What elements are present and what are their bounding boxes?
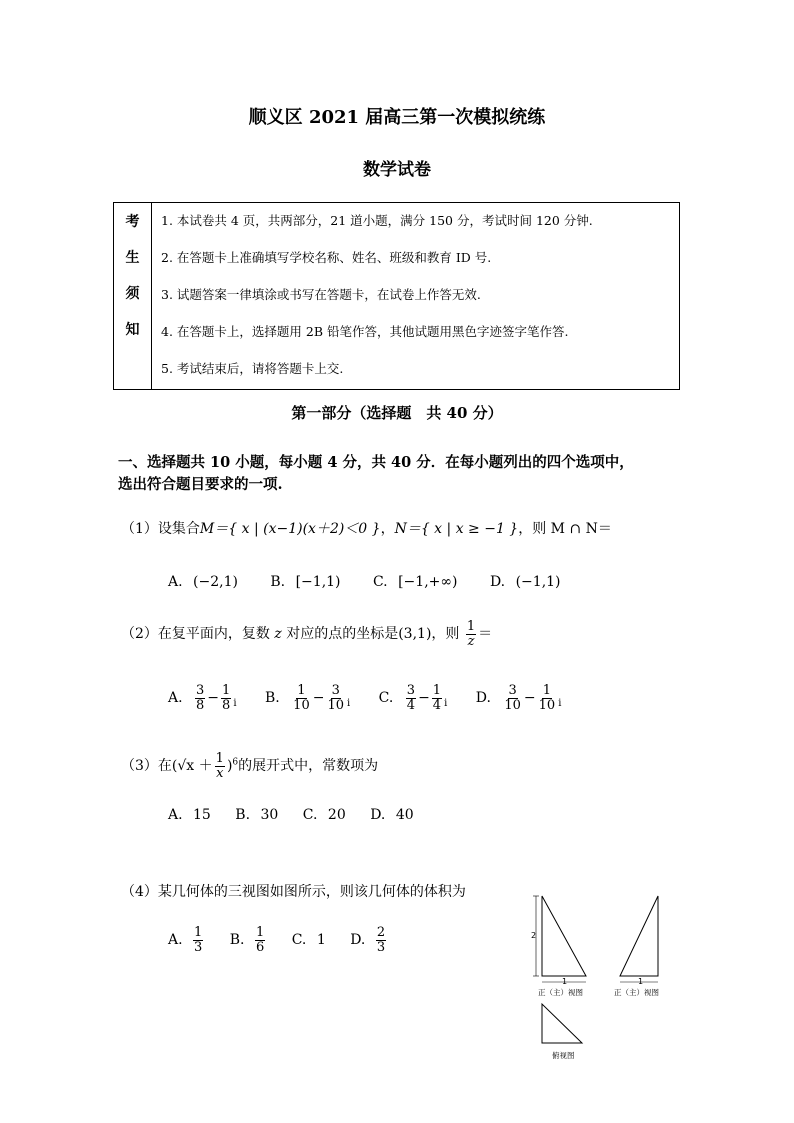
option-label: B. — [235, 807, 251, 823]
denominator: 10 — [327, 697, 344, 713]
front-view — [531, 896, 586, 997]
fraction — [538, 684, 557, 712]
option-label: D. — [475, 690, 491, 707]
option-a-value: 15 — [193, 807, 211, 823]
numerator: 1 — [222, 683, 231, 698]
side-view-label: 正（主）视图 — [614, 988, 659, 997]
minus-sign: − — [418, 690, 430, 707]
numerator: 1 — [466, 619, 476, 634]
separator: ， — [380, 521, 395, 537]
top-view — [542, 1004, 582, 1060]
option-label: D. — [350, 932, 366, 949]
exponent: 6 — [232, 757, 239, 768]
fraction — [215, 752, 225, 780]
notice-item: 5. 考试结束后，请将答题卡上交. — [161, 361, 344, 376]
imaginary-unit: i — [444, 698, 448, 710]
option-d-value: 40 — [395, 807, 414, 823]
option-d-value: (−1,1) — [515, 574, 561, 590]
option-label: A. — [168, 932, 183, 949]
q4-options — [168, 926, 388, 954]
page-subtitle: 数学试卷 — [363, 160, 431, 180]
question-text: 的展开式中，常数项为 — [238, 758, 379, 775]
page-title: 顺义区 2021 届高三第一次模拟统练 — [248, 107, 546, 128]
fraction — [326, 684, 345, 712]
set-m: M＝{ x | (x−1)(x＋2)＜0 } — [199, 521, 381, 537]
denominator: 6 — [255, 939, 265, 955]
notice-item: 3. 试题答案一律填涂或书写在答题卡，在试卷上作答无效. — [161, 287, 481, 302]
option-label: C. — [372, 574, 388, 590]
denominator: 8 — [196, 697, 205, 713]
section-instruction: 一、选择题共 10 小题，每小题 4 分，共 40 分．在每小题列出的四个选项中， — [118, 454, 634, 471]
q3-options — [168, 807, 414, 823]
numerator: 1 — [194, 925, 203, 940]
notice-heading-char: 知 — [125, 322, 140, 338]
option-c-value: [−1,+∞) — [398, 574, 458, 590]
section-instruction: 选出符合题目要求的一项. — [118, 476, 283, 493]
side-view — [614, 896, 659, 997]
denominator: 3 — [376, 939, 386, 955]
question-text: 对应的点的坐标是 — [286, 626, 399, 643]
denominator: 10 — [538, 697, 556, 713]
option-b-value: [−1,1) — [295, 574, 341, 590]
minus-sign: − — [523, 690, 536, 707]
fraction — [193, 926, 203, 954]
numerator: 1 — [542, 683, 552, 698]
three-view-figure — [528, 888, 678, 1070]
complex-var: z — [274, 626, 282, 643]
denominator: 10 — [293, 697, 310, 713]
fraction — [221, 684, 231, 712]
expression-open: (√x ＋ — [171, 758, 213, 775]
fraction — [466, 620, 476, 648]
equals-sign: ＝ — [478, 626, 493, 643]
denominator: x — [216, 765, 224, 781]
denominator: z — [467, 633, 475, 649]
set-n: N＝{ x | x ≥ −1 } — [394, 521, 519, 537]
fraction — [376, 926, 386, 954]
minus-sign: − — [207, 690, 220, 707]
option-label: A. — [168, 574, 183, 590]
option-label: C. — [302, 807, 318, 823]
option-label: D. — [489, 574, 506, 590]
denominator: 10 — [504, 697, 521, 713]
exam-notice-box — [113, 202, 680, 390]
option-label: B. — [229, 932, 245, 949]
numerator: 3 — [331, 683, 340, 698]
notice-heading-char: 考 — [125, 214, 140, 230]
numerator: 1 — [432, 683, 442, 698]
question-4: （4）某几何体的三视图如图所示，则该几何体的体积为 — [121, 884, 466, 900]
imaginary-unit: i — [233, 698, 237, 710]
question-number: （1）设集合 — [121, 521, 200, 537]
option-label: A. — [168, 690, 183, 707]
question-ask: ，则 M ∩ N＝ — [518, 521, 612, 537]
imaginary-unit: i — [558, 698, 562, 710]
question-number: （3）在 — [121, 758, 172, 775]
expression-close: ) — [226, 758, 233, 775]
denominator: 8 — [222, 697, 231, 713]
option-label: B. — [264, 690, 280, 707]
notice-item: 1. 本试卷共 4 页，共两部分，21 道小题，满分 150 分，考试时间 120 分钟. — [161, 213, 593, 228]
minus-sign: − — [312, 690, 325, 707]
question-number: （2）在复平面内，复数 — [121, 626, 270, 643]
imaginary-unit: i — [347, 698, 351, 710]
point-coord: (3,1) — [398, 626, 432, 643]
option-label: B. — [270, 574, 286, 590]
notice-heading-char: 须 — [125, 286, 140, 302]
width-label: 1 — [562, 977, 568, 986]
front-view-label: 正（主）视图 — [538, 988, 583, 997]
height-label: 2 — [531, 931, 537, 940]
numerator: 1 — [297, 683, 306, 698]
fraction — [503, 684, 522, 712]
question-1 — [121, 518, 612, 538]
option-c-value: 1 — [316, 932, 326, 949]
question-2 — [121, 620, 492, 648]
option-b-value: 30 — [260, 807, 279, 823]
denominator: 4 — [432, 697, 442, 713]
notice-heading — [114, 203, 152, 389]
q1-options — [168, 574, 561, 590]
section-title: 第一部分（选择题 共 40 分） — [291, 404, 503, 422]
option-label: D. — [370, 807, 386, 823]
fraction — [432, 684, 442, 712]
fraction — [255, 926, 265, 954]
numerator: 3 — [508, 683, 517, 698]
option-label: C. — [291, 932, 307, 949]
fraction — [195, 684, 205, 712]
numerator: 1 — [255, 925, 265, 940]
notice-item: 2. 在答题卡上准确填写学校名称、姓名、班级和教育 ID 号. — [161, 250, 492, 265]
question-3 — [121, 752, 378, 780]
question-ask: ，则 — [431, 626, 460, 643]
option-c-value: 20 — [327, 807, 346, 823]
q2-options — [168, 684, 561, 712]
denominator: 3 — [194, 939, 203, 955]
option-label: C. — [378, 690, 394, 707]
fraction — [406, 684, 416, 712]
option-label: A. — [168, 807, 183, 823]
option-a-value: (−2,1) — [193, 574, 238, 590]
notice-item: 4. 在答题卡上，选择题用 2B 铅笔作答，其他试题用黑色字迹签字笔作答. — [161, 324, 569, 339]
numerator: 3 — [196, 683, 205, 698]
width-label: 1 — [638, 977, 644, 986]
numerator: 3 — [406, 683, 416, 698]
notice-heading-char: 生 — [125, 250, 140, 266]
numerator: 2 — [376, 925, 386, 940]
numerator: 1 — [215, 751, 224, 766]
fraction — [292, 684, 311, 712]
top-view-label: 俯视图 — [552, 1051, 575, 1060]
denominator: 4 — [406, 697, 416, 713]
